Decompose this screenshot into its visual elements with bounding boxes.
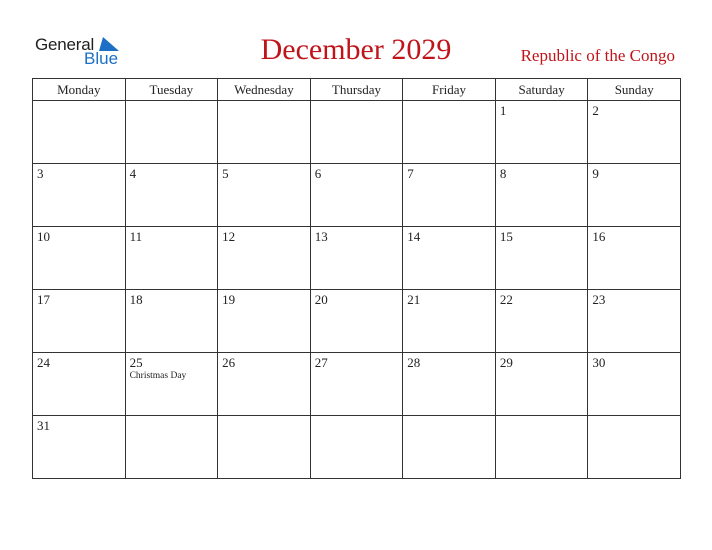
day-number (218, 416, 310, 418)
day-number: 12 (222, 229, 236, 244)
day-number: 21 (407, 292, 421, 307)
day-cell (495, 416, 588, 479)
day-number (218, 101, 310, 103)
day-cell (588, 227, 681, 290)
day-cell (588, 416, 681, 479)
day-cell (403, 164, 496, 227)
day-number: 19 (222, 292, 236, 307)
day-number: 25 (129, 355, 143, 370)
day-number: 30 (592, 355, 606, 370)
day-cell (588, 101, 681, 164)
day-number: 1 (499, 103, 507, 118)
logo-text-blue: Blue (84, 49, 119, 68)
day-cell (125, 290, 218, 353)
day-cell (33, 227, 126, 290)
week-row (33, 227, 681, 290)
calendar-grid (32, 78, 681, 479)
day-number (311, 416, 403, 418)
day-cell (495, 164, 588, 227)
day-number: 16 (592, 229, 606, 244)
day-cell (218, 164, 311, 227)
holiday-label: Christmas Day (129, 371, 187, 381)
day-cell (125, 164, 218, 227)
day-number: 20 (314, 292, 328, 307)
day-number: 10 (37, 229, 50, 244)
day-number (588, 416, 680, 418)
day-number: 28 (407, 355, 421, 370)
day-number: 14 (407, 229, 421, 244)
day-number: 7 (407, 166, 414, 181)
weekday-header-friday: Friday (403, 79, 496, 101)
day-cell (218, 290, 311, 353)
day-number: 3 (37, 166, 44, 181)
day-cell (588, 353, 681, 416)
day-cell (125, 101, 218, 164)
day-cell (588, 290, 681, 353)
day-cell (218, 416, 311, 479)
day-number (126, 416, 218, 418)
weekday-header-thursday: Thursday (310, 79, 403, 101)
logo-text-general: General (35, 35, 95, 54)
day-number: 8 (499, 166, 507, 181)
day-number: 31 (37, 418, 50, 433)
day-cell (495, 353, 588, 416)
week-row (33, 290, 681, 353)
day-number: 13 (314, 229, 328, 244)
weekday-header-sunday: Sunday (588, 79, 681, 101)
day-cell (33, 416, 126, 479)
day-number: 27 (314, 355, 328, 370)
day-cell (125, 227, 218, 290)
day-cell (588, 164, 681, 227)
day-cell (403, 416, 496, 479)
day-number: 15 (499, 229, 513, 244)
day-number: 17 (37, 292, 50, 307)
day-cell (403, 227, 496, 290)
day-cell (495, 101, 588, 164)
weekday-header-wednesday: Wednesday (218, 79, 311, 101)
day-cell (310, 416, 403, 479)
weekday-header-row (33, 79, 681, 101)
day-cell (310, 164, 403, 227)
day-cell-holiday (125, 353, 218, 416)
day-number: 9 (592, 166, 599, 181)
day-number: 23 (592, 292, 606, 307)
day-cell (33, 353, 126, 416)
day-number (33, 101, 125, 103)
day-cell (33, 164, 126, 227)
day-cell (218, 101, 311, 164)
weekday-header-tuesday: Tuesday (125, 79, 218, 101)
day-cell (33, 101, 126, 164)
day-number: 2 (592, 103, 599, 118)
day-number: 6 (314, 166, 322, 181)
day-number (311, 101, 403, 103)
day-number: 18 (129, 292, 143, 307)
day-cell (403, 101, 496, 164)
day-number: 24 (37, 355, 50, 370)
week-row (33, 416, 681, 479)
day-cell (403, 353, 496, 416)
day-cell (310, 101, 403, 164)
country-label: Republic of the Congo (520, 46, 675, 65)
day-cell (403, 290, 496, 353)
weekday-header-monday: Monday (33, 79, 126, 101)
page-title: December 2029 (260, 33, 452, 66)
day-cell (218, 353, 311, 416)
day-cell (310, 227, 403, 290)
week-row (33, 353, 681, 416)
week-row (33, 164, 681, 227)
day-cell (33, 290, 126, 353)
day-number: 4 (129, 166, 137, 181)
day-cell (310, 353, 403, 416)
day-number: 22 (499, 292, 513, 307)
day-number (496, 416, 588, 418)
weekday-header-saturday: Saturday (495, 79, 588, 101)
day-cell (218, 227, 311, 290)
day-number (403, 101, 495, 103)
day-cell (125, 416, 218, 479)
day-cell (495, 227, 588, 290)
day-cell (310, 290, 403, 353)
day-number: 26 (222, 355, 236, 370)
day-number: 29 (499, 355, 513, 370)
day-number: 11 (129, 229, 143, 244)
day-number (403, 416, 495, 418)
day-number: 5 (222, 166, 229, 181)
week-row (33, 101, 681, 164)
day-number (126, 101, 218, 103)
day-cell (495, 290, 588, 353)
